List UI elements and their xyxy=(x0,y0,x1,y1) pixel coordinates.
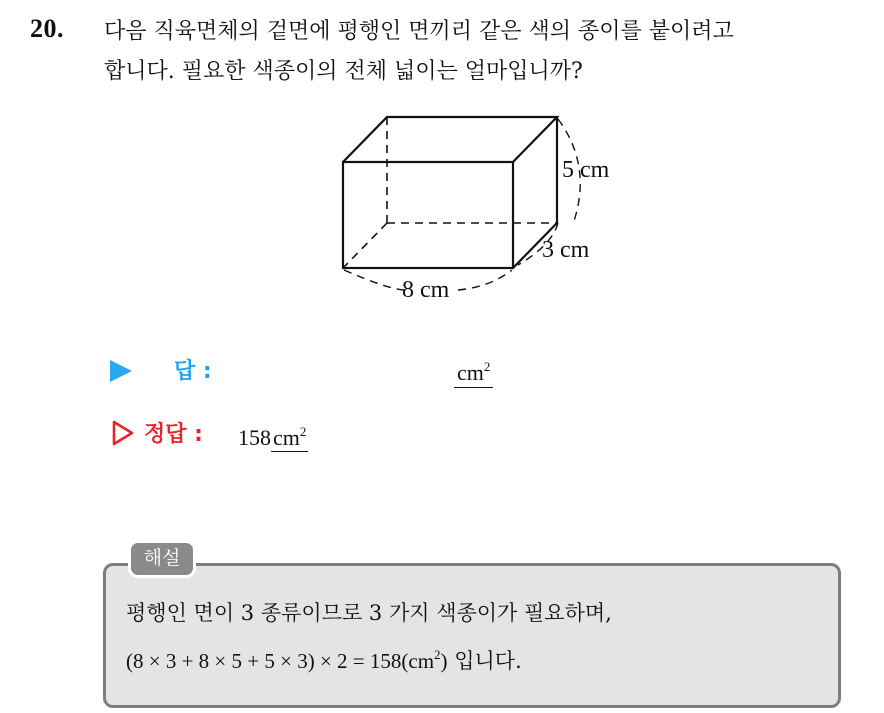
width-label: 8 cm xyxy=(402,277,450,303)
cuboid-figure xyxy=(330,105,630,310)
outline-arrow-icon xyxy=(112,420,134,446)
correct-answer-label: 정답 : xyxy=(144,422,203,447)
explanation-box xyxy=(103,563,841,708)
answer-unit xyxy=(454,354,493,388)
correct-answer-unit-text: cm xyxy=(273,425,300,450)
explanation-line-1: 평행인 면이 3 종류이므로 3 가지 색종이가 필요하며, xyxy=(126,601,612,625)
correct-answer-number: 158 xyxy=(238,425,271,450)
play-arrow-icon xyxy=(110,360,132,382)
front-face xyxy=(343,162,513,268)
question-text: 다음 직육면체의 겉면에 평행인 면끼리 같은 색의 종이를 붙이려고 합니다. 필요한 색종이의 전체 넓이는 얼마입니까? xyxy=(104,19,734,84)
cuboid-diagram xyxy=(330,105,630,310)
question-number: 20. xyxy=(30,14,64,43)
answer-unit-text: cm xyxy=(457,360,484,385)
explanation-tab: 해설 xyxy=(128,540,196,578)
correct-answer-unit xyxy=(271,425,308,452)
answer-unit-exponent: 2 xyxy=(483,359,491,374)
height-label: 5 cm xyxy=(562,157,610,183)
explanation-line-2 xyxy=(126,640,522,676)
top-face-edges xyxy=(343,117,557,162)
answer-row xyxy=(110,354,710,388)
explanation-expression: (8 × 3 + 8 × 5 + 5 × 3) × 2 = 158(cm xyxy=(126,649,435,673)
correct-answer-unit-exponent: 2 xyxy=(299,424,307,439)
explanation-close-paren: ) xyxy=(440,649,448,673)
correct-answer-row xyxy=(110,417,710,451)
hidden-depth-edge xyxy=(343,223,387,268)
explanation-unit-exponent: 2 xyxy=(434,647,441,662)
answer-label: 답 : xyxy=(174,359,212,384)
correct-answer-value xyxy=(238,419,308,451)
depth-label: 3 cm xyxy=(542,237,590,263)
explanation-tail: 입니다. xyxy=(447,649,522,673)
